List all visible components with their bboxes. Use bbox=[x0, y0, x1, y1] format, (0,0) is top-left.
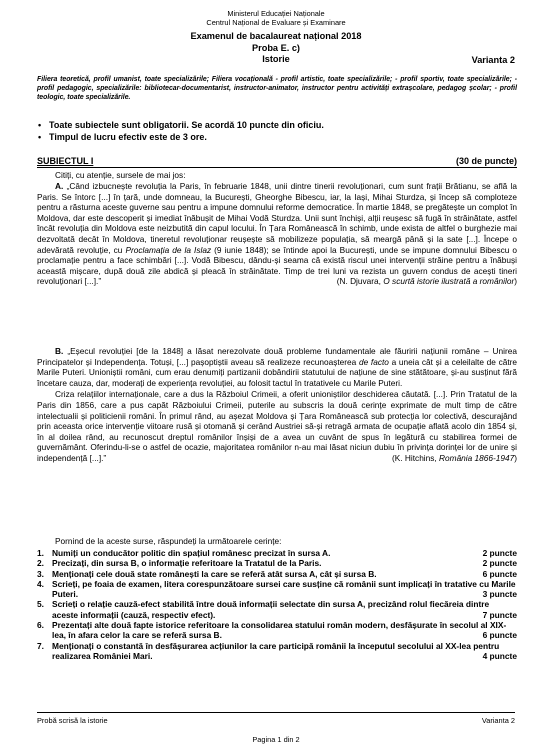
intro-text: Citiți, cu atenție, sursele de mai jos: bbox=[55, 170, 186, 180]
source-b bbox=[37, 346, 517, 464]
source-b-de-facto: de facto bbox=[358, 356, 389, 367]
question-text: Prezentați alte două fapte istorice referitoare la consolidarea statului român modern, desfășurate în secolul al XIX-lea, în afara celor la care se referă sursa B. bbox=[52, 620, 507, 641]
question-number: 7. bbox=[37, 640, 44, 651]
question-item bbox=[37, 569, 517, 579]
exam-title-block bbox=[0, 31, 552, 66]
section-name: SUBIECTUL I bbox=[37, 156, 94, 166]
footer-divider bbox=[37, 712, 515, 713]
question-number: 5. bbox=[37, 599, 44, 610]
center-name: Centrul Național de Evaluare și Examinare bbox=[206, 18, 346, 27]
source-a-label: A. bbox=[55, 181, 64, 191]
section-header bbox=[37, 156, 517, 168]
question-item bbox=[37, 641, 517, 662]
source-a bbox=[37, 181, 517, 287]
source-a-text: „Când izbucnește revoluția la Paris, în februarie 1848, unii dintre tinerii revoluționari, cum sunt frații Brătianu, se află la Paris. Se întorc [...] în țară, unde domneau, la București, Gheorghe Bibescu, iar, la Iași, Mihai Sturdza, și încep să comploteze pentru a răsturna aceste guverne sau pentru a impune domnului reforme democratice. În martie 1848, se pregătește un complot în Moldova, dar este descoperit și imediat înăbușit de Mihai Vodă Sturdza. Unii sunt închiși, alții reușesc să fugă în străinătate, astfel încât revoluția din Moldova este neizbutită din capul locului. În Țara Românească în schimb, unde exista de altfel o burghezie mai dezvoltată decât în Moldova, tineretul revoluționar reușește să mobilizeze populația, să meargă până și la sate [...]. Începe o adevărată revoluție, cu bbox=[37, 181, 517, 255]
rules-list bbox=[37, 119, 517, 143]
source-a-citation bbox=[319, 276, 517, 287]
footer-left: Probă scrisă la istorie bbox=[37, 716, 108, 725]
source-b-text2: Criza relațiilor internaționale, care a dus la Războiul Crimeii, a oferit unioniștilor deschiderea căutată. [...]. Prin Tratatul de la Paris din 1856, care a pus capăt Războiului Crimeii, puterile au subscris la două cerințe exprimate de mult timp de către intelectualii și politicienii români. În primul rând, au așezat Moldova și Țara Românească sub protecția lor colectivă, descurajând prin aceasta orice intervenție viitoare rusă și otomană și cerând Austriei să-și retragă armata de ocupație aflată acolo din 1854 și, în al doilea rând, au recunoscut dreptul românilor înșiși de a avea un cuvânt de spus în legătură cu stabilirea formei de guvernământ. Oferindu-li-se o astfel de ocazie, majoritatea românilor n-au mai lăsat niciun dubiu în privința dorinței lor de unire și independență [...].” bbox=[37, 389, 517, 463]
source-a-text-after: (9 iunie 1848); se întinde apoi la București, unde se impune domnului Bibescu o proclamație pentru a face schimbări [...]. Vodă Bibescu, dându-și seama că există riscul unei intervenții străine pentru a înăbuși această mișcare, după două zile abdică și pleacă în străinătate. Timp de trei luni va rezista un guvern condus de acești tineri revoluționari [...].” bbox=[37, 244, 518, 287]
question-points: 6 puncte bbox=[482, 630, 517, 641]
source-b-author: (K. Hitchins, bbox=[392, 452, 437, 463]
source-b-label: B. bbox=[55, 346, 64, 356]
question-item bbox=[37, 579, 517, 600]
question-points: 2 puncte bbox=[482, 558, 517, 569]
source-b-para1 bbox=[37, 346, 517, 388]
question-text: Menționați cele două state românești la care se referă atât sursa A, cât și sursa B. bbox=[52, 568, 377, 579]
exam-proba: Proba E. c) bbox=[252, 42, 300, 53]
question-text: Precizați, din sursa B, o informație referitoare la Tratatul de la Paris. bbox=[52, 558, 322, 569]
source-b-close: ) bbox=[514, 452, 517, 463]
source-b-para2 bbox=[37, 389, 517, 463]
source-a-author: (N. Djuvara, bbox=[336, 276, 381, 287]
question-item bbox=[37, 558, 517, 568]
question-number: 4. bbox=[37, 578, 44, 589]
questions-prompt: Pornind de la aceste surse, răspundeți la următoarele cerințe: bbox=[55, 536, 282, 546]
question-text: Numiți un conducător politic din spațiul românesc precizat în sursa A. bbox=[52, 548, 331, 558]
question-points: 4 puncte bbox=[482, 650, 517, 661]
question-text: Scrieți o relație cauză-efect stabilită între două informații selectate din sursa A, precizând rolul fiecăreia dintre aceste informații (cauză, respectiv efect). bbox=[52, 599, 490, 620]
source-b-text1-end: a uneia cât și a celeilalte de către Marile Puteri. Unioniștii români, cum erau denumiți partizanii dobândirii statutului de națiune de sine stătătoare, și-au susținut fără încetare cauza, dar, moderați de experiența revoluției, au folosit tactul în tratativele cu Marile Puteri. bbox=[37, 356, 518, 388]
question-item bbox=[37, 620, 517, 641]
source-a-close: ) bbox=[514, 276, 517, 287]
question-number: 2. bbox=[37, 558, 44, 569]
rule-item: • Toate subiectele sunt obligatorii. Se acordă 10 puncte din oficiu. bbox=[37, 119, 517, 131]
page-number: Pagina 1 din 2 bbox=[252, 735, 300, 744]
questions-list bbox=[37, 548, 517, 661]
ministry-header bbox=[0, 9, 552, 27]
source-b-book: România 1866-1947 bbox=[439, 452, 515, 463]
source-b-text1: „Eșecul revoluției [de la 1848] a lăsat nerezolvate două probleme fundamentale ale făuririi națiunii române – Unirea Principatelor și Independența. Totuși, [...] pașoptiștii aveau să realizeze recunoașterea bbox=[37, 346, 517, 367]
exam-subject: Istorie bbox=[262, 54, 290, 64]
question-item bbox=[37, 599, 517, 620]
question-item bbox=[37, 548, 517, 558]
question-points: 3 puncte bbox=[482, 589, 517, 600]
question-text: Menționați o constantă în desfășurarea acțiunilor la care participă românii la începutul secolului al XX-lea pentru realizarea României Mari. bbox=[52, 640, 500, 661]
question-number: 3. bbox=[37, 568, 44, 579]
rule-item: • Timpul de lucru efectiv este de 3 ore. bbox=[37, 131, 517, 143]
source-a-doc-title: Proclamația de la Islaz bbox=[125, 244, 212, 255]
source-b-citation bbox=[374, 453, 517, 464]
profile-text: Filiera teoretică, profil umanist, toate specializările; Filiera vocațională - profil artistic, toate specializările; - profil sportiv, toate specializările; - profil pedagogic, specializările: bibliotecar-documentarist, instructor-animator, instructor pentru activități extrașcolare, pedagog școlar; - profil teologic, toate specializările. bbox=[37, 76, 517, 102]
ministry-name: Ministerul Educației Naționale bbox=[227, 9, 325, 18]
question-points: 7 puncte bbox=[482, 609, 517, 620]
exam-title: Examenul de bacalaureat național 2018 bbox=[190, 31, 362, 41]
footer-right: Varianta 2 bbox=[481, 716, 515, 725]
question-points: 6 puncte bbox=[482, 568, 517, 579]
question-number: 6. bbox=[37, 620, 44, 631]
question-text: Scrieți, pe foaia de examen, litera corespunzătoare sursei care susține că românii sunt implicați în tratative cu Marile Puteri. bbox=[52, 578, 516, 600]
question-number: 1. bbox=[37, 548, 44, 558]
section-points: (30 de puncte) bbox=[455, 156, 517, 166]
variant-label: Varianta 2 bbox=[471, 55, 515, 65]
source-a-book: O scurtă istorie ilustrată a românilor bbox=[383, 276, 515, 287]
question-points: 2 puncte bbox=[482, 548, 517, 558]
